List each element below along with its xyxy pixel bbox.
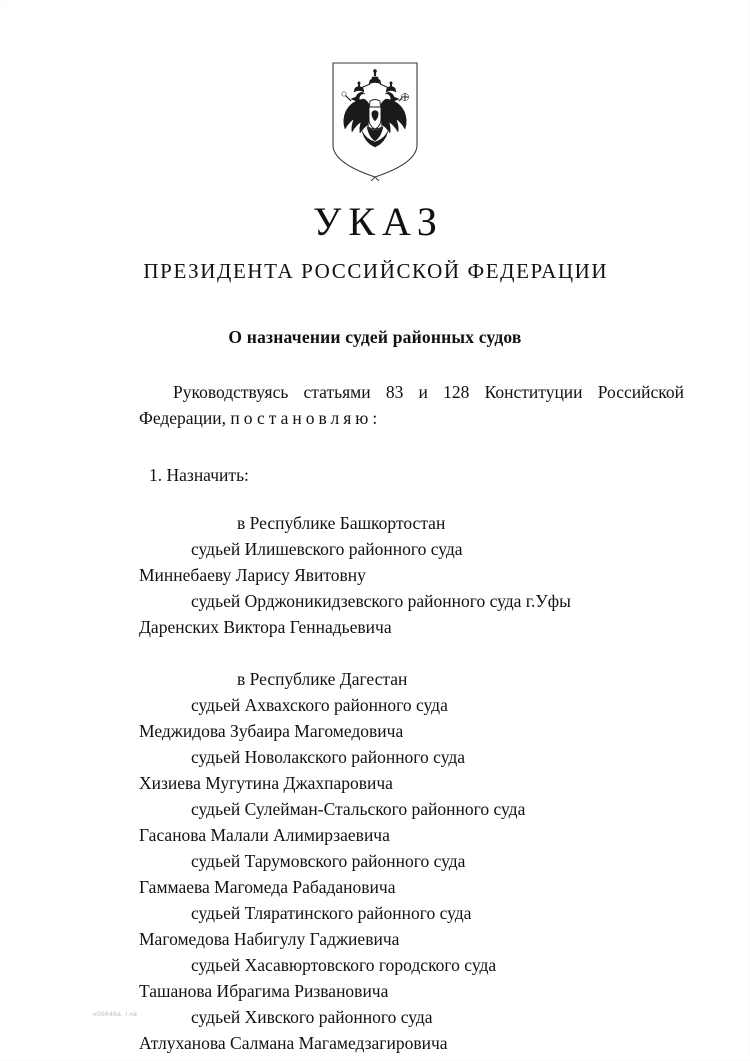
appointee-name: Магомедова Набигулу Гаджиевича	[139, 929, 400, 949]
region-name: в Республике Дагестан	[237, 669, 408, 689]
russian-coat-of-arms-icon	[329, 59, 421, 181]
preamble-text-part-3: :	[372, 408, 378, 428]
court-name: судьей Новолакского районного суда	[191, 747, 466, 767]
title-block	[1, 201, 749, 283]
footer-reference-mark: н05646а. i.чв	[93, 1011, 138, 1018]
court-name: судьей Орджоникидзевского районного суда г.Уфы	[191, 591, 571, 611]
document-subtitle: ПРЕЗИДЕНТА РОССИЙСКОЙ ФЕДЕРАЦИИ	[143, 259, 609, 283]
court-name: судьей Хасавюртовского городского суда	[191, 955, 497, 975]
decree-heading: О назначении судей районных судов	[228, 327, 522, 347]
preamble-text-part-1: Руководствуясь статьями 83 и 128 Конституции Российской Федерации,	[139, 382, 684, 428]
court-name: судьей Хивского районного суда	[191, 1007, 433, 1027]
preamble-paragraph	[139, 379, 684, 431]
clause-1: 1. Назначить:	[149, 465, 249, 485]
court-name: судьей Тляратинского районного суда	[191, 903, 472, 923]
emblem-container	[1, 59, 749, 181]
decree-body	[139, 379, 684, 1056]
appointee-name: Даренских Виктора Геннадьевича	[139, 617, 392, 637]
appointee-name: Меджидова Зубаира Магомедовича	[139, 721, 404, 741]
region-name: в Республике Башкортостан	[237, 513, 446, 533]
document-title: УКАЗ	[313, 199, 444, 244]
appointee-name: Ташанова Ибрагима Ризвановича	[139, 981, 389, 1001]
preamble-emphasis-postanovlyayu: постановляю	[230, 408, 373, 428]
appointee-name: Гасанова Малали Алимирзаевича	[139, 825, 390, 845]
appointee-name: Атлуханова Салмана Магамедзагировича	[139, 1033, 448, 1053]
court-name: судьей Сулейман-Стальского районного суда	[191, 799, 526, 819]
region-group-bashkortostan	[139, 510, 684, 640]
appointee-name: Хизиева Мугутина Джахпаровича	[139, 773, 393, 793]
court-name: судьей Тарумовского районного суда	[191, 851, 466, 871]
region-group-dagestan	[139, 666, 684, 1056]
appointee-name: Миннебаеву Ларису Явитовну	[139, 565, 366, 585]
court-name: судьей Илишевского районного суда	[191, 539, 463, 559]
appointee-name: Гаммаева Магомеда Рабадановича	[139, 877, 396, 897]
court-name: судьей Ахвахского районного суда	[191, 695, 448, 715]
